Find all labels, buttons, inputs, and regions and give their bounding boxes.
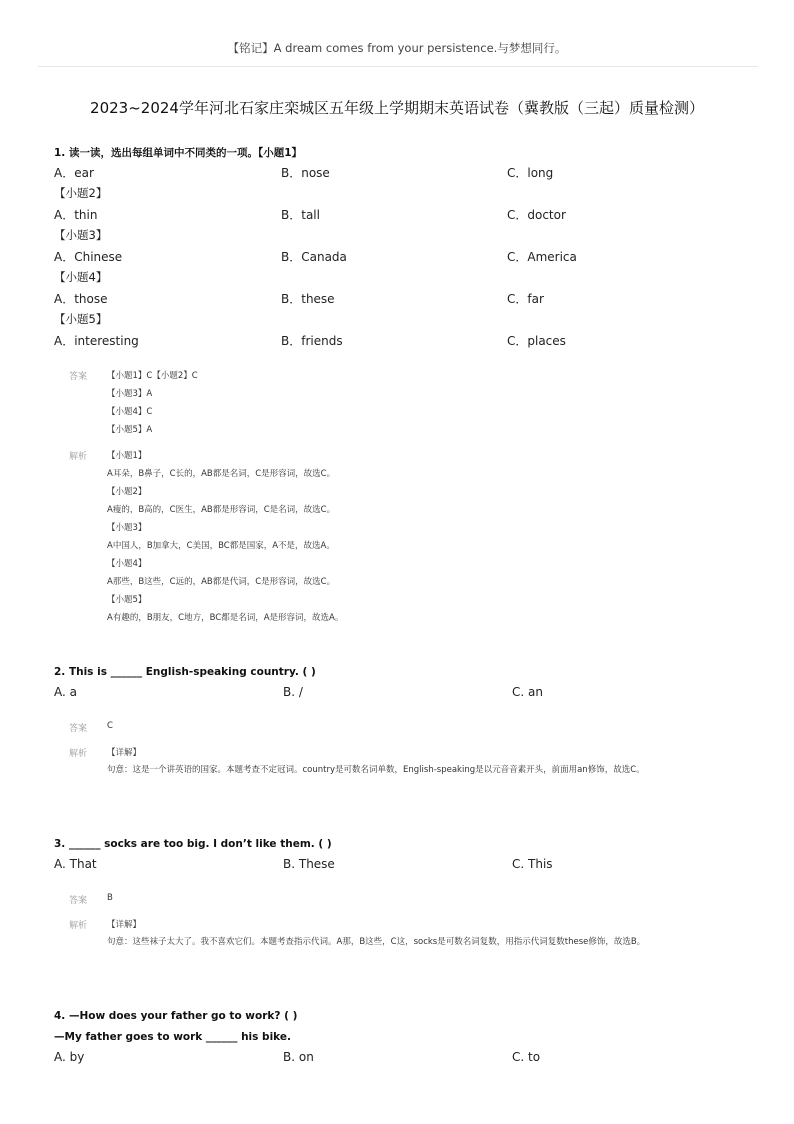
question-1-stem: 1. 读一读，选出每组单词中不同类的一项。【小题1】	[54, 147, 303, 159]
q2-answer-label: 答案	[69, 724, 88, 734]
q1-g4-option-a[interactable]: A．those	[54, 292, 108, 306]
q1-analysis-label: 解析	[69, 452, 88, 462]
q1-analysis-line: 【小题5】	[107, 595, 147, 605]
q2-option-a[interactable]: A. a	[54, 685, 77, 699]
q4-options	[54, 1050, 754, 1066]
q4-option-b[interactable]: B. on	[283, 1050, 314, 1064]
q1-group-3-options	[54, 248, 754, 264]
q3-option-b[interactable]: B. These	[283, 857, 335, 871]
q1-g2-option-c[interactable]: C．doctor	[507, 208, 566, 222]
q2-options	[54, 685, 754, 701]
q1-analysis-line: 【小题4】	[107, 559, 147, 569]
q1-analysis-line: A耳朵，B鼻子，C长的，AB都是名词，C是形容词，故选C。	[107, 469, 336, 479]
q1-g5-option-c[interactable]: C．places	[507, 334, 566, 348]
q1-answer-line: 【小题5】A	[107, 425, 153, 435]
q2-answer: C	[107, 721, 113, 731]
q2-analysis-label: 解析	[69, 749, 88, 759]
q1-sub-4-label: 【小题4】	[54, 270, 108, 284]
q1-answer-label: 答案	[69, 372, 88, 382]
question-2-stem: 2. This is ______ English-speaking country. ( )	[54, 666, 316, 678]
q1-g5-option-b[interactable]: B．friends	[281, 334, 343, 348]
header-divider	[38, 66, 758, 67]
q1-g1-option-c[interactable]: C．long	[507, 166, 554, 180]
q1-answer-line: 【小题1】C【小题2】C	[107, 371, 198, 381]
q1-sub-5-label: 【小题5】	[54, 312, 108, 326]
q1-analysis-line: A中国人，B加拿大，C美国，BC都是国家，A不是，故选A。	[107, 541, 335, 551]
q3-detail-text: 句意：这些袜子太大了。我不喜欢它们。本题考查指示代词。A那，B这些，C这，socks是可数名词复数，用指示代词复数these修饰，故选B。	[107, 937, 646, 947]
q1-g2-option-b[interactable]: B．tall	[281, 208, 320, 222]
q1-group-2-options	[54, 206, 754, 222]
q3-answer: B	[107, 893, 113, 903]
page-title: 2023~2024学年河北石家庄栾城区五年级上学期期末英语试卷（冀教版（三起）质量检测）	[90, 99, 704, 117]
q3-option-c[interactable]: C. This	[512, 857, 553, 871]
q4-option-a[interactable]: A. by	[54, 1050, 85, 1064]
q1-g3-option-b[interactable]: B．Canada	[281, 250, 347, 264]
q1-sub-2-label: 【小题2】	[54, 186, 108, 200]
q1-group-5-options	[54, 332, 754, 348]
question-3-stem: 3. ______ socks are too big. I don’t like them. ( )	[54, 838, 332, 850]
q1-g1-option-b[interactable]: B．nose	[281, 166, 330, 180]
q1-g2-option-a[interactable]: A．thin	[54, 208, 98, 222]
q1-analysis-line: A有趣的，B朋友，C地方，BC都是名词，A是形容词，故选A。	[107, 613, 344, 623]
q3-answer-label: 答案	[69, 896, 88, 906]
q1-analysis-line: 【小题2】	[107, 487, 147, 497]
q1-g4-option-c[interactable]: C．far	[507, 292, 544, 306]
q1-analysis-line: A那些，B这些，C远的，AB都是代词，C是形容词，故选C。	[107, 577, 336, 587]
question-4-stem: 4. —How does your father go to work? ( )	[54, 1010, 298, 1022]
q1-g4-option-b[interactable]: B．these	[281, 292, 335, 306]
q3-option-a[interactable]: A. That	[54, 857, 97, 871]
q2-option-b[interactable]: B. /	[283, 685, 303, 699]
q4-option-c[interactable]: C. to	[512, 1050, 541, 1064]
q1-analysis-line: 【小题1】	[107, 451, 147, 461]
q1-g5-option-a[interactable]: A．interesting	[54, 334, 139, 348]
q3-analysis-label: 解析	[69, 921, 88, 931]
q1-g3-option-c[interactable]: C．America	[507, 250, 577, 264]
page-motto: 【铭记】A dream comes from your persistence.与梦想同行。	[227, 41, 567, 55]
question-4-stem-line-2: —My father goes to work ______ his bike.	[54, 1031, 291, 1043]
q1-analysis-line: 【小题3】	[107, 523, 147, 533]
q3-detail-tag: 【详解】	[107, 920, 142, 930]
q2-detail-text: 句意：这是一个讲英语的国家。本题考查不定冠词。country是可数名词单数，English-speaking是以元音音素开头，前面用an修饰，故选C。	[107, 765, 645, 775]
q3-options	[54, 857, 754, 873]
q1-g1-option-a[interactable]: A．ear	[54, 166, 94, 180]
q1-group-1-options	[54, 164, 754, 180]
q1-group-4-options	[54, 290, 754, 306]
q1-sub-3-label: 【小题3】	[54, 228, 108, 242]
q1-answer-line: 【小题4】C	[107, 407, 153, 417]
q2-option-c[interactable]: C. an	[512, 685, 543, 699]
q2-detail-tag: 【详解】	[107, 748, 142, 758]
q1-g3-option-a[interactable]: A．Chinese	[54, 250, 123, 264]
q1-analysis-line: A瘦的，B高的，C医生，AB都是形容词，C是名词，故选C。	[107, 505, 336, 515]
q1-answer-line: 【小题3】A	[107, 389, 153, 399]
